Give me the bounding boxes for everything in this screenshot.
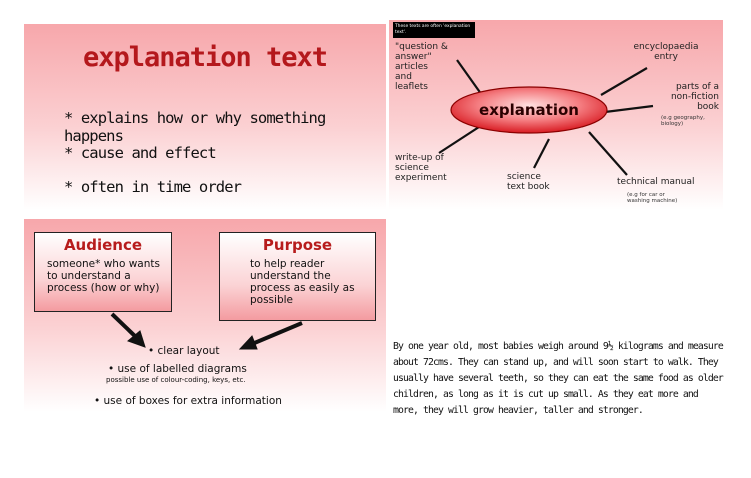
item-labelled-diagrams: • use of labelled diagrams possible use of colour-coding, keys, etc.: [106, 363, 247, 384]
example-paragraph: By one year old, most babies weigh around 9½ kilograms and measure about 72cms. They can stand up, and will soon start to walk. They usually have several teeth, so they can eat the same food as older children, as long as it is cut up small. As they eat more and more, they will grow heavier, taller and stronger.: [393, 341, 723, 415]
branch-line-textbook: [534, 139, 549, 168]
branch-technical-manual: technical manual: [617, 177, 695, 187]
branch-line-nonfiction: [605, 106, 653, 112]
slide-title: explanation text: [82, 42, 328, 73]
bullet-explains: * explains how or why something happens: [64, 109, 326, 145]
explanation-text-slide: [24, 24, 386, 210]
purpose-body: to help reader understand the process as easily as possible: [250, 258, 355, 306]
branch-nonfiction-book: parts of a non-fiction book: [670, 82, 719, 112]
explanation-mindmap-slide: [389, 20, 723, 210]
audience-title: Audience: [63, 236, 143, 254]
branch-manual-note: (e.g for car or washing machine): [627, 192, 678, 204]
branch-nonfiction-note: (e.g geography, biology): [661, 115, 705, 127]
branch-line-encyclopaedia: [601, 68, 647, 95]
branch-qa-articles: "question & answer" articles and leaflets: [395, 42, 448, 92]
bullet-cause-effect: * cause and effect: [64, 144, 216, 162]
audience-purpose-slide: [24, 219, 386, 412]
note-box: These texts are often 'explanation text'.: [393, 22, 475, 38]
mindmap-center-label: explanation: [479, 101, 579, 119]
item-boxes: • use of boxes for extra information: [94, 395, 282, 407]
item-colour-coding: possible use of colour-coding, keys, etc.: [106, 376, 246, 384]
branch-line-manual: [589, 132, 627, 175]
branch-science-textbook: science text book: [507, 172, 550, 192]
branch-encyclopaedia: encyclopaedia entry: [633, 42, 699, 62]
example-paragraph-panel: [390, 331, 730, 415]
purpose-title: Purpose: [262, 236, 333, 254]
bullet-time-order: * often in time order: [64, 178, 242, 196]
audience-body: someone* who wants to understand a process (how or why): [47, 258, 160, 294]
branch-science-writeup: write-up of science experiment: [395, 153, 447, 183]
item-clear-layout: • clear layout: [148, 345, 220, 357]
